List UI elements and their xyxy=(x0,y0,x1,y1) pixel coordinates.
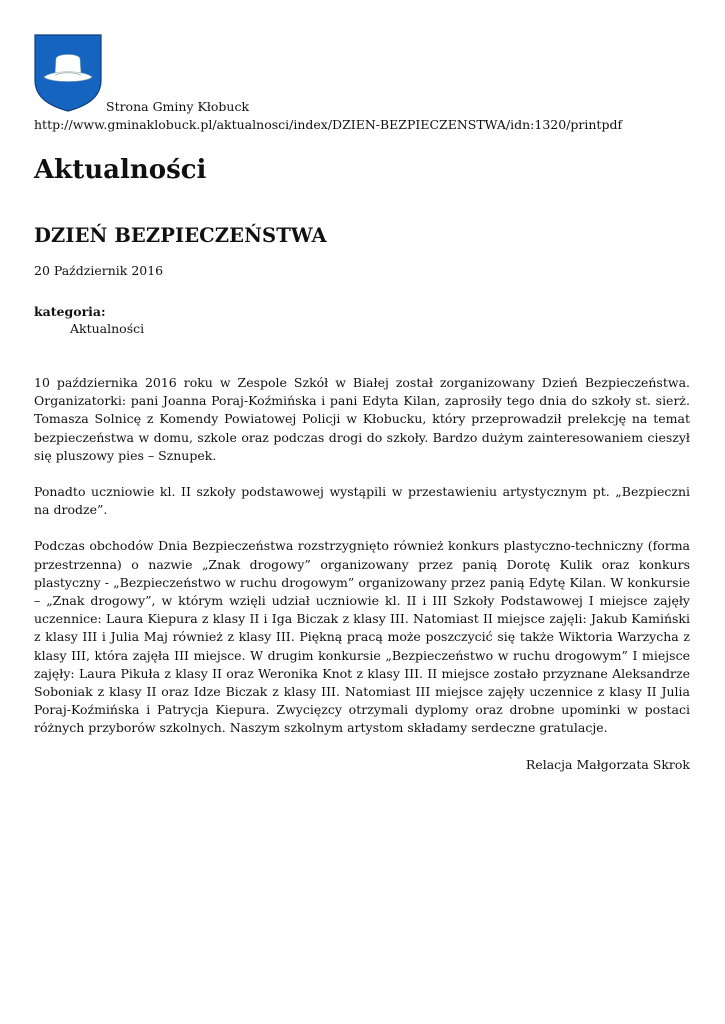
print-page xyxy=(34,34,690,772)
source-url: http://www.gminaklobuck.pl/aktualnosci/index/DZIEN-BEZPIECZENSTWA/idn:1320/printpdf xyxy=(34,117,623,132)
site-name: Strona Gminy Kłobuck xyxy=(106,99,250,114)
article-signature: Relacja Małgorzata Skrok xyxy=(525,756,690,772)
article-paragraph: Podczas obchodów Dnia Bezpieczeństwa rozstrzygnięto również konkurs plastyczno-techniczny (forma przestrzenna) o nazwie „Znak drogowy” organizowany przez panią Dorotę Kulik oraz konkurs plastyczny - „Bezpieczeństwo w ruchu drogowym” organizowany przez panią Edytę Kilan. W konkursie – „Znak drogowy”, w którym wzięli udział uczniowie kl. II i III Szkoły Podstawowej I miejsce zajęły uczennice: Laura Kiepura z klasy II i Iga Biczak z klasy III. Natomiast II miejsce zajęli: Jakub Kamiński z klasy III i Julia Maj również z klasy III. Piękną pracą może poszczycić się także Wiktoria Warzycha z klasy III, która zajęła III miejsce. W drugim konkursie „Bezpieczeństwo w ruchu drogowym” I miejsce zajęły: Laura Pikuła z klasy II oraz Weronika Knot z klasy III. II miejsce zostało przyznane Aleksandrze Soboniak z klasy II oraz Idze Biczak z klasy III. Natomiast III miejsce zajęły uczennice z klasy II Julia Poraj-Koźmińska i Patrycja Kiepura. Zwycięzcy otrzymali dyplomy oraz drobne upominki w postaci różnych przyborów szkolnych. Naszym szkolnym artystom składamy serdeczne gratulacje. xyxy=(34,538,690,736)
category-value: Aktualności xyxy=(70,321,145,336)
article-paragraph: Ponadto uczniowie kl. II szkoły podstawowej wystąpili w przestawieniu artystycznym pt. „Bezpieczni na drodze”. xyxy=(34,484,690,518)
article-date: 20 Październik 2016 xyxy=(34,263,164,278)
category-label: kategoria: xyxy=(34,304,106,319)
coat-of-arms-hat-icon xyxy=(34,34,102,112)
article-body xyxy=(34,374,690,792)
page-header xyxy=(34,34,690,132)
section-title: Aktualności xyxy=(34,155,207,185)
article-title: DZIEŃ BEZPIECZEŃSTWA xyxy=(34,224,327,247)
article-paragraph: 10 października 2016 roku w Zespole Szkół w Białej został zorganizowany Dzień Bezpieczeństwa. Organizatorki: pani Joanna Poraj-Koźmińska i pani Edyta Kilan, zaprosiły tego dnia do szkoły st. sierż. Tomasza Solnicę z Komendy Powiatowej Policji w Kłobucku, który przeprowadził prelekcję na temat bezpieczeństwa w domu, szkole oraz podczas drogi do szkoły. Bardzo dużym zainteresowaniem cieszył się pluszowy pies – Sznupek. xyxy=(34,375,690,463)
